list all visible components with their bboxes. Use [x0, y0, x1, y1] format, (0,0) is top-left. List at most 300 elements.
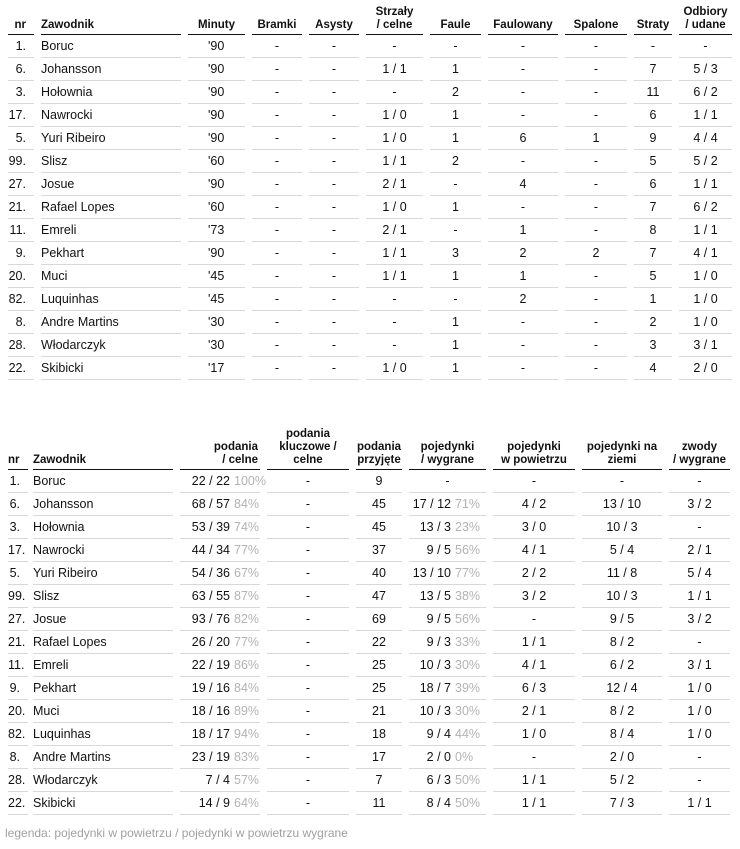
cell-tackles: 1 / 0: [679, 311, 732, 334]
table-row: [8, 792, 730, 815]
cell-minutes: '90: [188, 35, 245, 58]
cell-minutes: '90: [188, 104, 245, 127]
column-gap: [672, 311, 679, 334]
column-gap: [302, 357, 309, 380]
cell-offsides: -: [565, 150, 627, 173]
cell-passes: [180, 792, 260, 815]
cell-player-name: Skibicki: [41, 357, 181, 380]
column-gap: [672, 288, 679, 311]
column-gap: [34, 311, 41, 334]
column-gap: [359, 150, 366, 173]
column-gap: [662, 608, 669, 631]
cell-player-name: Muci: [33, 700, 173, 723]
cell-received: 25: [356, 654, 402, 677]
column-gap: [662, 723, 669, 746]
column-gap: [575, 769, 582, 792]
cell-player-name: Hołownia: [41, 81, 181, 104]
cell-ground: 8 / 4: [582, 723, 662, 746]
column-gap: [181, 127, 188, 150]
table-row: [8, 700, 730, 723]
cell-aerial: 3 / 0: [493, 516, 575, 539]
cell-assists: -: [309, 265, 359, 288]
cell-losses: 7: [634, 196, 672, 219]
column-gap: [481, 288, 488, 311]
cell-goals: -: [252, 357, 302, 380]
cell-aerial: 1 / 1: [493, 769, 575, 792]
cell-nr: 1.: [8, 35, 34, 58]
passes-percent: 82%: [234, 612, 260, 626]
cell-shots: 2 / 1: [366, 173, 423, 196]
cell-key-passes: -: [267, 723, 349, 746]
column-gap: [575, 700, 582, 723]
column-gap: [423, 150, 430, 173]
col-header-player: Zawodnik: [33, 428, 173, 470]
cell-nr: 28.: [8, 769, 28, 792]
cell-ground: -: [582, 470, 662, 493]
column-gap: [302, 150, 309, 173]
column-gap: [558, 311, 565, 334]
column-gap: [575, 631, 582, 654]
cell-challenges: 3 / 1: [669, 654, 730, 677]
column-gap: [181, 150, 188, 173]
column-gap: [481, 35, 488, 58]
column-gap: [34, 357, 41, 380]
column-gap: [245, 265, 252, 288]
table-row: [8, 631, 730, 654]
passes-value: 44 / 34: [191, 543, 230, 557]
column-gap: [486, 493, 493, 516]
column-gap: [672, 58, 679, 81]
column-gap: [181, 265, 188, 288]
cell-nr: 21.: [8, 631, 28, 654]
cell-nr: 9.: [8, 242, 34, 265]
player-stats-table: [8, 6, 732, 380]
cell-minutes: '30: [188, 311, 245, 334]
cell-nr: 22.: [8, 792, 28, 815]
cell-fouled: 6: [488, 127, 558, 150]
cell-duels: [409, 700, 486, 723]
cell-losses: 6: [634, 173, 672, 196]
cell-tackles: 1 / 1: [679, 104, 732, 127]
cell-shots: 1 / 0: [366, 196, 423, 219]
column-gap: [486, 562, 493, 585]
column-gap: [181, 81, 188, 104]
column-gap: [481, 173, 488, 196]
col-header-losses: Straty: [634, 6, 672, 35]
cell-shots: 1 / 0: [366, 104, 423, 127]
cell-player-name: Andre Martins: [33, 746, 173, 769]
column-gap: [662, 654, 669, 677]
cell-losses: 5: [634, 265, 672, 288]
cell-fouled: -: [488, 196, 558, 219]
cell-nr: 27.: [8, 608, 28, 631]
column-gap: [245, 311, 252, 334]
passes-value: 54 / 36: [191, 566, 230, 580]
col-header-assists: Asysty: [309, 6, 359, 35]
cell-duels: [409, 608, 486, 631]
column-gap: [34, 35, 41, 58]
column-gap: [627, 150, 634, 173]
column-gap: [486, 631, 493, 654]
column-gap: [627, 265, 634, 288]
table-row: [8, 127, 732, 150]
column-gap: [575, 562, 582, 585]
column-gap: [302, 334, 309, 357]
table-row: [8, 746, 730, 769]
cell-goals: -: [252, 219, 302, 242]
column-gap: [627, 127, 634, 150]
passes-value: 22 / 19: [191, 658, 230, 672]
col-header-key-line1: podania: [285, 428, 331, 440]
cell-tackles: 1 / 0: [679, 265, 732, 288]
cell-received: 18: [356, 723, 402, 746]
column-gap: [627, 288, 634, 311]
cell-assists: -: [309, 127, 359, 150]
cell-assists: -: [309, 311, 359, 334]
column-gap: [349, 723, 356, 746]
col-header-tackles-line1: Odbiory: [683, 6, 728, 18]
column-gap: [662, 585, 669, 608]
column-gap: [402, 470, 409, 493]
column-gap: [672, 104, 679, 127]
column-gap: [359, 265, 366, 288]
column-gap: [34, 288, 41, 311]
column-gap: [181, 196, 188, 219]
cell-offsides: 1: [565, 127, 627, 150]
cell-goals: -: [252, 288, 302, 311]
cell-nr: 17.: [8, 539, 28, 562]
column-gap: [575, 585, 582, 608]
cell-player-name: Johansson: [41, 58, 181, 81]
col-header-shots: [366, 6, 423, 35]
column-gap: [627, 334, 634, 357]
cell-fouls: 1: [430, 127, 481, 150]
cell-minutes: '17: [188, 357, 245, 380]
cell-passes: [180, 470, 266, 493]
column-gap: [575, 677, 582, 700]
cell-key-passes: -: [267, 585, 349, 608]
column-gap: [34, 196, 41, 219]
cell-fouled: 2: [488, 288, 558, 311]
cell-goals: -: [252, 311, 302, 334]
cell-player-name: Slisz: [33, 585, 173, 608]
column-gap: [486, 654, 493, 677]
column-gap: [349, 539, 356, 562]
cell-nr: 1.: [8, 470, 28, 493]
cell-nr: 82.: [8, 723, 28, 746]
table-row: [8, 219, 732, 242]
table-row: [8, 288, 732, 311]
column-gap: [34, 58, 41, 81]
column-gap: [173, 608, 180, 631]
cell-received: 17: [356, 746, 402, 769]
column-gap: [662, 493, 669, 516]
col-header-key-line2: kluczowe /: [279, 441, 337, 453]
cell-fouled: -: [488, 104, 558, 127]
cell-player-name: Slisz: [41, 150, 181, 173]
duels-percent: 71%: [455, 497, 481, 511]
column-gap: [302, 219, 309, 242]
cell-losses: 2: [634, 311, 672, 334]
column-gap: [627, 58, 634, 81]
column-gap: [662, 746, 669, 769]
cell-losses: 5: [634, 150, 672, 173]
cell-assists: -: [309, 35, 359, 58]
duels-value: 8 / 4: [426, 796, 451, 810]
column-gap: [173, 677, 180, 700]
cell-assists: -: [309, 288, 359, 311]
cell-player-name: Luquinhas: [41, 288, 181, 311]
cell-ground: 11 / 8: [582, 562, 662, 585]
cell-offsides: -: [565, 196, 627, 219]
table-row: [8, 562, 730, 585]
column-gap: [662, 631, 669, 654]
cell-losses: 9: [634, 127, 672, 150]
column-gap: [359, 334, 366, 357]
column-gap: [558, 334, 565, 357]
column-gap: [481, 219, 488, 242]
column-gap: [181, 58, 188, 81]
passes-percent: 84%: [234, 497, 260, 511]
cell-passes: [180, 516, 260, 539]
column-gap: [486, 723, 493, 746]
cell-passes: [180, 585, 260, 608]
duels-value: 6 / 3: [426, 773, 451, 787]
cell-tackles: 6 / 2: [679, 81, 732, 104]
duels-percent: 0%: [455, 750, 474, 764]
cell-passes: [180, 493, 260, 516]
col-header-passes-line1: podania: [213, 441, 258, 453]
column-gap: [181, 104, 188, 127]
cell-fouls: -: [430, 35, 481, 58]
column-gap: [359, 173, 366, 196]
column-gap: [481, 58, 488, 81]
column-gap: [558, 265, 565, 288]
cell-passes: [180, 654, 260, 677]
col-header-shots-line2: / celne: [376, 19, 413, 31]
cell-minutes: '30: [188, 334, 245, 357]
table-row: [8, 150, 732, 173]
cell-received: 40: [356, 562, 402, 585]
cell-fouls: 1: [430, 58, 481, 81]
column-gap: [558, 81, 565, 104]
cell-fouls: 2: [430, 150, 481, 173]
passes-value: 53 / 39: [191, 520, 230, 534]
cell-aerial: 3 / 2: [493, 585, 575, 608]
column-gap: [302, 288, 309, 311]
cell-losses: 3: [634, 334, 672, 357]
column-gap: [302, 242, 309, 265]
cell-tackles: 1 / 0: [679, 288, 732, 311]
column-gap: [402, 677, 409, 700]
duels-value: 10 / 3: [419, 658, 451, 672]
cell-fouls: -: [430, 219, 481, 242]
cell-fouls: -: [430, 173, 481, 196]
cell-nr: 8.: [8, 746, 28, 769]
cell-passes: [180, 677, 260, 700]
column-gap: [34, 219, 41, 242]
column-gap: [627, 173, 634, 196]
header-row: [8, 6, 732, 35]
cell-challenges: -: [669, 746, 730, 769]
cell-aerial: 4 / 2: [493, 493, 575, 516]
cell-nr: 99.: [8, 585, 28, 608]
col-header-shots-line1: Strzały: [375, 6, 414, 18]
column-gap: [349, 470, 356, 493]
header-row: [8, 428, 730, 470]
column-gap: [245, 334, 252, 357]
cell-offsides: -: [565, 311, 627, 334]
table-row: [8, 539, 730, 562]
column-gap: [181, 35, 188, 58]
column-gap: [481, 311, 488, 334]
cell-challenges: 1 / 1: [669, 792, 730, 815]
column-gap: [173, 539, 180, 562]
duels-percent: 38%: [455, 589, 481, 603]
column-gap: [672, 334, 679, 357]
column-gap: [34, 173, 41, 196]
cell-challenges: 2 / 1: [669, 539, 730, 562]
cell-tackles: 1 / 1: [679, 173, 732, 196]
cell-player-name: Emreli: [41, 219, 181, 242]
cell-duels: [409, 631, 486, 654]
col-header-aerial: [493, 428, 575, 470]
column-gap: [423, 219, 430, 242]
cell-nr: 28.: [8, 334, 34, 357]
cell-duels: [409, 585, 486, 608]
col-header-received-line1: podania: [356, 441, 402, 453]
cell-minutes: '60: [188, 196, 245, 219]
cell-fouls: 1: [430, 104, 481, 127]
column-gap: [672, 173, 679, 196]
column-gap: [575, 516, 582, 539]
cell-duels: [409, 516, 486, 539]
cell-shots: 2 / 1: [366, 219, 423, 242]
column-gap: [423, 196, 430, 219]
col-header-passes: [180, 428, 260, 470]
col-header-ground: [582, 428, 662, 470]
column-gap: [423, 265, 430, 288]
column-gap: [359, 196, 366, 219]
column-gap: [662, 562, 669, 585]
column-gap: [349, 585, 356, 608]
cell-duels: [409, 493, 486, 516]
cell-passes: [180, 539, 260, 562]
cell-player-name: Andre Martins: [41, 311, 181, 334]
cell-aerial: -: [493, 470, 575, 493]
column-gap: [672, 357, 679, 380]
cell-tackles: 3 / 1: [679, 334, 732, 357]
col-header-key-line3: celne: [293, 454, 323, 466]
column-gap: [402, 700, 409, 723]
cell-ground: 13 / 10: [582, 493, 662, 516]
column-gap: [245, 357, 252, 380]
cell-passes: [180, 631, 260, 654]
column-gap: [627, 35, 634, 58]
cell-minutes: '90: [188, 81, 245, 104]
column-gap: [181, 334, 188, 357]
column-gap: [481, 357, 488, 380]
cell-challenges: -: [669, 631, 730, 654]
duels-value: 2 / 0: [426, 750, 451, 764]
column-gap: [575, 792, 582, 815]
cell-minutes: '45: [188, 288, 245, 311]
column-gap: [349, 608, 356, 631]
cell-passes: [180, 562, 260, 585]
column-gap: [181, 219, 188, 242]
cell-aerial: 2 / 1: [493, 700, 575, 723]
cell-fouled: -: [488, 311, 558, 334]
duels-value: 9 / 4: [426, 727, 451, 741]
cell-nr: 5.: [8, 562, 28, 585]
column-gap: [481, 81, 488, 104]
column-gap: [662, 516, 669, 539]
column-gap: [662, 792, 669, 815]
column-gap: [245, 58, 252, 81]
cell-losses: 11: [634, 81, 672, 104]
column-gap: [34, 81, 41, 104]
cell-nr: 99.: [8, 150, 34, 173]
col-header-duels-line1: pojedynki: [420, 441, 475, 453]
column-gap: [672, 150, 679, 173]
cell-goals: -: [252, 242, 302, 265]
cell-shots: -: [366, 81, 423, 104]
cell-offsides: 2: [565, 242, 627, 265]
column-gap: [181, 173, 188, 196]
cell-fouls: 1: [430, 265, 481, 288]
cell-assists: -: [309, 334, 359, 357]
column-gap: [672, 196, 679, 219]
passes-percent: 67%: [234, 566, 260, 580]
cell-fouls: 1: [430, 196, 481, 219]
duels-percent: 56%: [455, 543, 481, 557]
cell-player-name: Yuri Ribeiro: [33, 562, 173, 585]
cell-duels: [409, 792, 486, 815]
column-gap: [662, 539, 669, 562]
cell-nr: 11.: [8, 654, 28, 677]
cell-losses: 8: [634, 219, 672, 242]
table-row: [8, 104, 732, 127]
cell-ground: 7 / 3: [582, 792, 662, 815]
cell-fouled: -: [488, 81, 558, 104]
cell-nr: 17.: [8, 104, 34, 127]
cell-offsides: -: [565, 104, 627, 127]
cell-ground: 2 / 0: [582, 746, 662, 769]
cell-goals: -: [252, 104, 302, 127]
cell-shots: 1 / 0: [366, 127, 423, 150]
cell-fouled: 2: [488, 242, 558, 265]
cell-challenges: 1 / 0: [669, 677, 730, 700]
cell-ground: 5 / 4: [582, 539, 662, 562]
cell-fouls: 2: [430, 81, 481, 104]
col-header-received: [356, 428, 402, 470]
cell-key-passes: -: [267, 493, 349, 516]
col-header-offsides: Spalone: [565, 6, 627, 35]
cell-duels: [409, 539, 486, 562]
cell-passes: [180, 608, 260, 631]
duels-value: 13 / 10: [412, 566, 451, 580]
cell-tackles: 1 / 1: [679, 219, 732, 242]
column-gap: [302, 127, 309, 150]
cell-fouls: 1: [430, 357, 481, 380]
column-gap: [302, 311, 309, 334]
passes-percent: 83%: [234, 750, 260, 764]
column-gap: [173, 516, 180, 539]
cell-aerial: -: [493, 746, 575, 769]
passes-value: 14 / 9: [198, 796, 230, 810]
col-header-ground-line2: ziemi: [607, 454, 637, 466]
column-gap: [486, 792, 493, 815]
